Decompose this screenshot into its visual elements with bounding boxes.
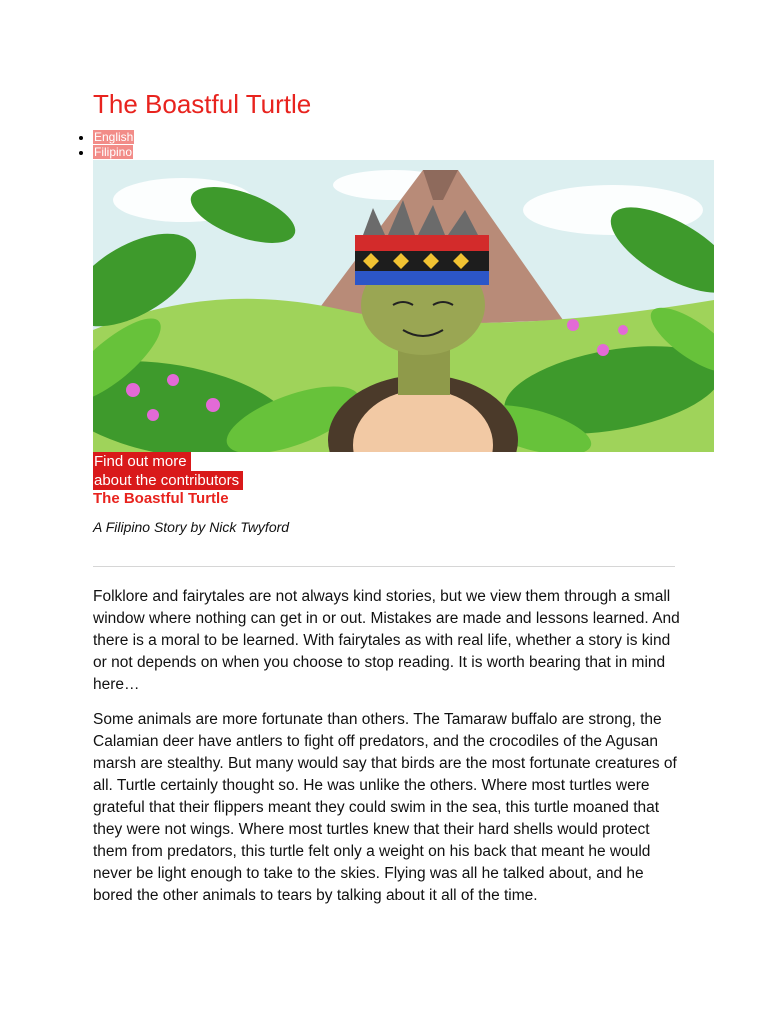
language-item-english <box>93 130 134 145</box>
contributors-link-line2: about the contributors <box>93 471 243 490</box>
story-paragraph-2: Some animals are more fortunate than others. The Tamaraw buffalo are strong, the Calamian deer have antlers to fight off predators, and the crocodiles of the Agusan marsh are stealthy. But many would say that birds are the most fortunate creatures of all. Turtle certainly thought so. He was unlike the others. Where most turtles were grateful that their flippers meant they could swim in the sea, this turtle moaned that they were not wings. Where most turtles knew that their hard shells would protect them from predators, this turtle felt only a weight on his back that meant he would never be light enough to take to the skies. Flying was all he talked about, and he bored the other animals to tears by talking about it all of the time. <box>93 711 677 904</box>
story-byline: A Filipino Story by Nick Twyford <box>93 519 290 535</box>
page-title: The Boastful Turtle <box>93 89 312 119</box>
story-title: The Boastful Turtle <box>93 490 229 507</box>
language-link-english[interactable]: English <box>94 130 134 144</box>
language-item-filipino <box>93 145 134 160</box>
story-paragraph-1: Folklore and fairytales are not always kind stories, but we view them through a small window where nothing can get in or out. Mistakes are made and lessons learned. And there is a moral to be learned. With fairytales as with real life, whether a story is kind or not depends on when you choose to stop reading. It is worth bearing that in mind here… <box>93 588 680 693</box>
contributors-link-line1: Find out more <box>93 452 191 471</box>
contributors-link[interactable] <box>93 452 243 490</box>
language-list <box>58 130 134 160</box>
language-link-filipino[interactable]: Filipino <box>94 145 133 159</box>
hero-illustration <box>93 160 714 452</box>
divider <box>93 566 675 567</box>
